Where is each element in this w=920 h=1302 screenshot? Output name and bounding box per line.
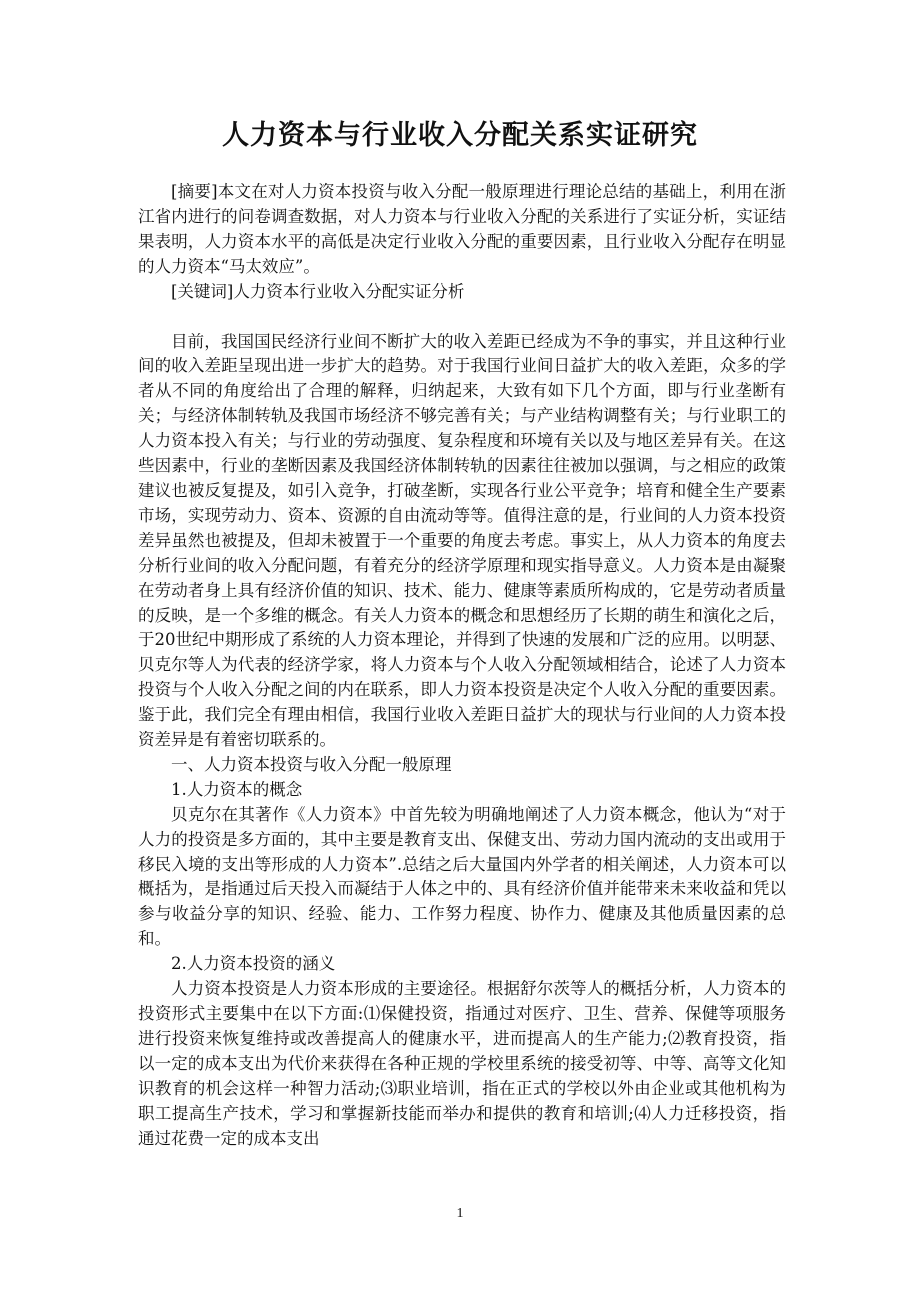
section-heading: 一、人力资本投资与收入分配一般原理 (171, 754, 452, 774)
body-paragraph: 贝克尔在其著作《人力资本》中首先较为明确地阐述了人力资本概念，他认为“对于人力的投资是多方面的，其中主要是教育支出、保健支出、劳动力国内流动的支出或用于移民入境的支出等形成的人力资本”.总结之后大量国内外学者的相关阐述，人力资本可以概括为，是指通过后天投入而凝结于人体之中的、具有经济价值并能带来未来收益和凭以参与收益分享的知识、经验、能力、工作努力程度、协作力、健康及其他质量因素的总和。 (138, 804, 786, 949)
keywords-paragraph: [关键词]人力资本行业收入分配实证分析 (171, 281, 465, 301)
intro-paragraph: 目前，我国国民经济行业间不断扩大的收入差距已经成为不争的事实，并且这种行业间的收入差距呈现出进一步扩大的趋势。对于我国行业间日益扩大的收入差距，众多的学者从不同的角度给出了合理的解释，归纳起来，大致有如下几个方面，即与行业垄断有关；与经济体制转轨及我国市场经济不够完善有关；与产业结构调整有关；与行业职工的人力资本投入有关；与行业的劳动强度、复杂程度和环境有关以及与地区差异有关。在这些因素中，行业的垄断因素及我国经济体制转轨的因素往往被加以强调，与之相应的政策建议也被反复提及，如引入竞争，打破垄断，实现各行业公平竞争；培育和健全生产要素市场，实现劳动力、资本、资源的自由流动等等。值得注意的是，行业间的人力资本投资差异虽然也被提及，但却未被置于一个重要的角度去考虑。事实上，从人力资本的角度去分析行业间的收入分配问题，有着充分的经济学原理和现实指导意义。人力资本是由凝聚在劳动者身上具有经济价值的知识、技术、能力、健康等素质所构成的，它是劳动者质量的反映，是一个多维的概念。有关人力资本的概念和思想经历了长期的萌生和演化之后，于20世纪中期形成了系统的人力资本理论，并得到了快速的发展和广泛的应用。以明瑟、贝克尔等人为代表的经济学家，将人力资本与个人收入分配领域相结合，论述了人力资本投资与个人收入分配之间的内在联系，即人力资本投资是决定个人收入分配的重要因素。鉴于此，我们完全有理由相信，我国行业收入差距日益扩大的现状与行业间的人力资本投资差异是有着密切联系的。 (138, 331, 786, 750)
subsection-heading: 1.人力资本的概念 (171, 779, 303, 799)
page-title: 人力资本与行业收入分配关系实证研究 (222, 120, 698, 151)
subsection-heading: 2.人力资本投资的涵义 (171, 954, 336, 974)
body-paragraph: 人力资本投资是人力资本形成的主要途径。根据舒尔茨等人的概括分析，人力资本的投资形式主要集中在以下方面:⑴保健投资，指通过对医疗、卫生、营养、保健等项服务进行投资来恢复维持或改善提高人的健康水平，进而提高人的生产能力;⑵教育投资，指以一定的成本支出为代价来获得在各种正规的学校里系统的接受初等、中等、高等文化知识教育的机会这样一种智力活动;⑶职业培训，指在正式的学校以外由企业或其他机构为职工提高生产技术，学习和掌握新技能而举办和提供的教育和培训;⑷人力迁移投资，指通过花费一定的成本支出 (138, 979, 786, 1148)
abstract-paragraph: [摘要]本文在对人力资本投资与收入分配一般原理进行理论总结的基础上，利用在浙江省内进行的问卷调查数据，对人力资本与行业收入分配的关系进行了实证分析，实证结果表明，人力资本水平的高低是决定行业收入分配的重要因素，且行业收入分配存在明显的人力资本“马太效应”。 (138, 182, 786, 276)
page-number: 1 (456, 1206, 464, 1221)
document-body (138, 180, 786, 1151)
